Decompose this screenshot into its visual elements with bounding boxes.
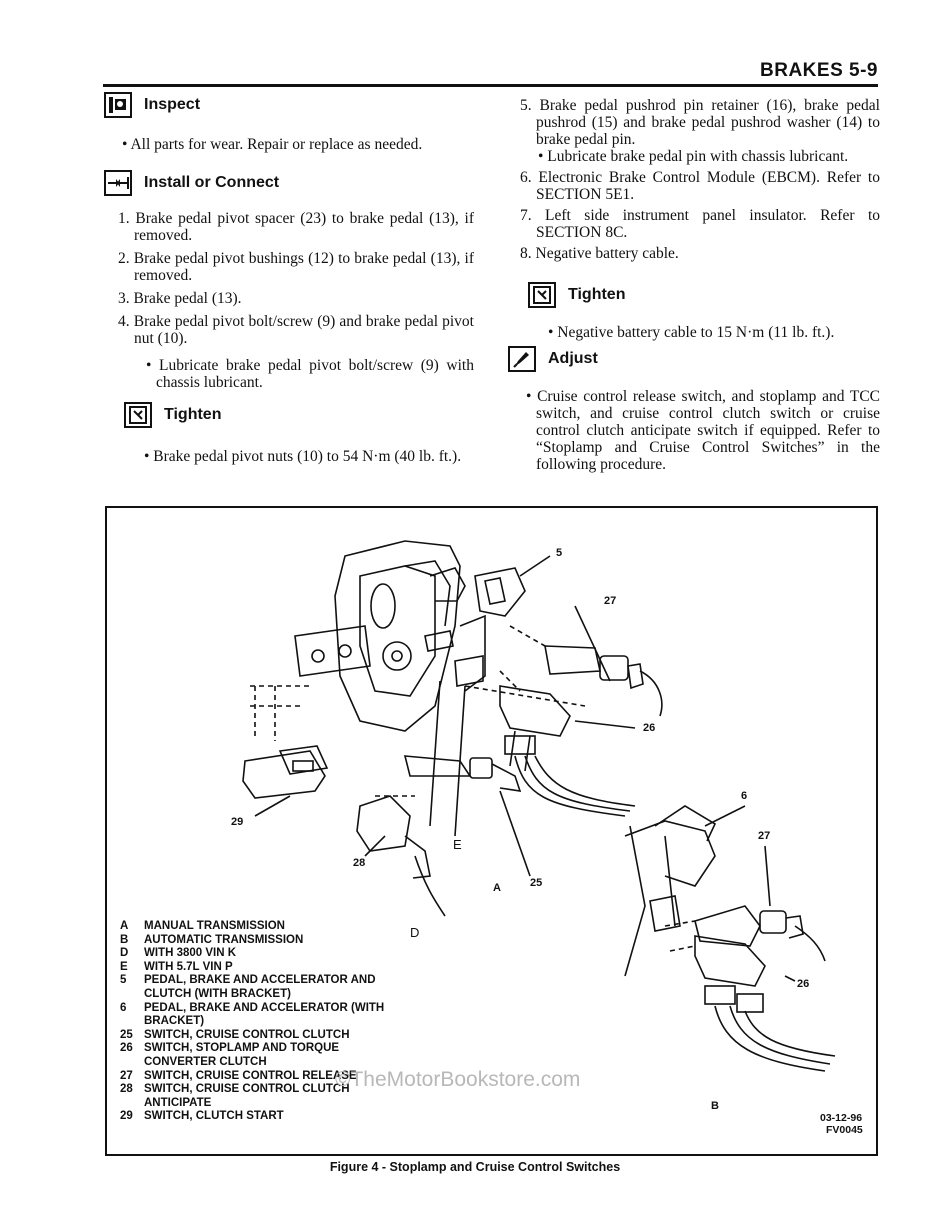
install-step-2: 2. Brake pedal pivot bushings (12) to brake pedal (13), if removed. bbox=[118, 250, 474, 284]
legend-row: E WITH 5.7L VIN P bbox=[120, 960, 233, 973]
tighten-heading-right: Tighten bbox=[568, 286, 626, 303]
watermark: ©TheMotorBookstore.com bbox=[335, 1068, 581, 1091]
right-steps bbox=[520, 97, 880, 262]
install-heading: Install or Connect bbox=[144, 174, 280, 191]
step-8: 8. Negative battery cable. bbox=[520, 245, 679, 262]
figure-caption: Figure 4 - Stoplamp and Cruise Control Switches bbox=[329, 1160, 621, 1174]
adjust-section bbox=[508, 346, 880, 473]
callout-E: E bbox=[453, 837, 462, 852]
figure-code-2: FV0045 bbox=[826, 1124, 863, 1136]
callout-26: 26 bbox=[643, 722, 656, 734]
inspect-heading: Inspect bbox=[144, 96, 201, 113]
legend-row: BRACKET) bbox=[144, 1015, 205, 1028]
callout-28: 28 bbox=[353, 857, 366, 869]
step-6: 6. Electronic Brake Control Module (EBCM). Refer to SECTION 5E1. bbox=[520, 169, 880, 203]
install-step-4: 4. Brake pedal pivot bolt/screw (9) and brake pedal pivot nut (10). bbox=[118, 313, 474, 347]
adjust-bullet: • Cruise control release switch, and stoplamp and TCC switch, and cruise control clutch switch or cruise control clutch anticipate switch if equipped. Refer to “Stoplamp and Cruise Control Switches” in the following procedure. bbox=[526, 388, 880, 473]
legend-row: D WITH 3800 VIN K bbox=[120, 947, 237, 960]
step-7: 7. Left side instrument panel insulator. Refer to SECTION 8C. bbox=[520, 207, 880, 241]
install-connect-icon bbox=[104, 170, 132, 196]
page-header-title: BRAKES 5-9 bbox=[760, 60, 878, 81]
figure-legend bbox=[120, 920, 384, 1124]
callout-A: A bbox=[493, 882, 501, 894]
tighten-bullet-left: • Brake pedal pivot nuts (10) to 54 N·m (40 lb. ft.). bbox=[144, 448, 462, 465]
callout-29: 29 bbox=[231, 816, 244, 828]
legend-row: 28 SWITCH, CRUISE CONTROL CLUTCH bbox=[120, 1083, 350, 1096]
adjust-pencil-icon bbox=[508, 346, 536, 372]
callout-26b: 26 bbox=[797, 978, 810, 990]
torque-wrench-icon bbox=[528, 282, 556, 308]
install-step-1: 1. Brake pedal pivot spacer (23) to brake pedal (13), if removed. bbox=[118, 210, 474, 244]
install-step-3: 3. Brake pedal (13). bbox=[118, 290, 242, 307]
step-5: 5. Brake pedal pushrod pin retainer (16), brake pedal pushrod (15) and brake pedal pushrod washer (14) to brake pedal pin. bbox=[520, 97, 880, 148]
install-section bbox=[104, 170, 474, 391]
tighten-section-right bbox=[528, 282, 880, 341]
inspect-section bbox=[104, 92, 474, 153]
tighten-section-left bbox=[124, 402, 474, 465]
legend-row: 25 SWITCH, CRUISE CONTROL CLUTCH bbox=[120, 1028, 350, 1041]
callout-27b: 27 bbox=[758, 830, 771, 842]
figure-code-1: 03-12-96 bbox=[820, 1112, 863, 1124]
adjust-heading: Adjust bbox=[548, 350, 598, 367]
header-rule bbox=[103, 84, 878, 87]
callout-B: B bbox=[711, 1100, 719, 1112]
inspect-icon bbox=[104, 92, 132, 118]
callout-25: 25 bbox=[530, 877, 543, 889]
legend-row: B AUTOMATIC TRANSMISSION bbox=[120, 933, 304, 946]
legend-row: 5 PEDAL, BRAKE AND ACCELERATOR AND bbox=[120, 974, 376, 987]
legend-row: 6 PEDAL, BRAKE AND ACCELERATOR (WITH bbox=[120, 1001, 385, 1014]
legend-row: 27 SWITCH, CRUISE CONTROL RELEASE bbox=[120, 1069, 357, 1082]
legend-row: CONVERTER CLUTCH bbox=[144, 1055, 267, 1068]
inspect-bullet: • All parts for wear. Repair or replace as needed. bbox=[122, 136, 423, 153]
torque-wrench-icon bbox=[124, 402, 152, 428]
callout-27: 27 bbox=[604, 595, 617, 607]
legend-row: 29 SWITCH, CLUTCH START bbox=[120, 1110, 284, 1123]
legend-row: A MANUAL TRANSMISSION bbox=[120, 920, 285, 932]
legend-row: ANTICIPATE bbox=[144, 1096, 212, 1109]
legend-row: 26 SWITCH, STOPLAMP AND TORQUE bbox=[120, 1042, 340, 1055]
legend-row: CLUTCH (WITH BRACKET) bbox=[144, 987, 291, 1000]
callout-6: 6 bbox=[741, 790, 748, 802]
callout-D: D bbox=[410, 925, 420, 940]
tighten-heading-left: Tighten bbox=[164, 406, 222, 423]
step-5-bullet: • Lubricate brake pedal pin with chassis lubricant. bbox=[538, 148, 849, 165]
install-sub-bullet: • Lubricate brake pedal pivot bolt/screw (9) with chassis lubricant. bbox=[146, 357, 474, 391]
tighten-bullet-right: • Negative battery cable to 15 N·m (11 lb. ft.). bbox=[548, 324, 835, 341]
callout-5: 5 bbox=[556, 547, 563, 559]
